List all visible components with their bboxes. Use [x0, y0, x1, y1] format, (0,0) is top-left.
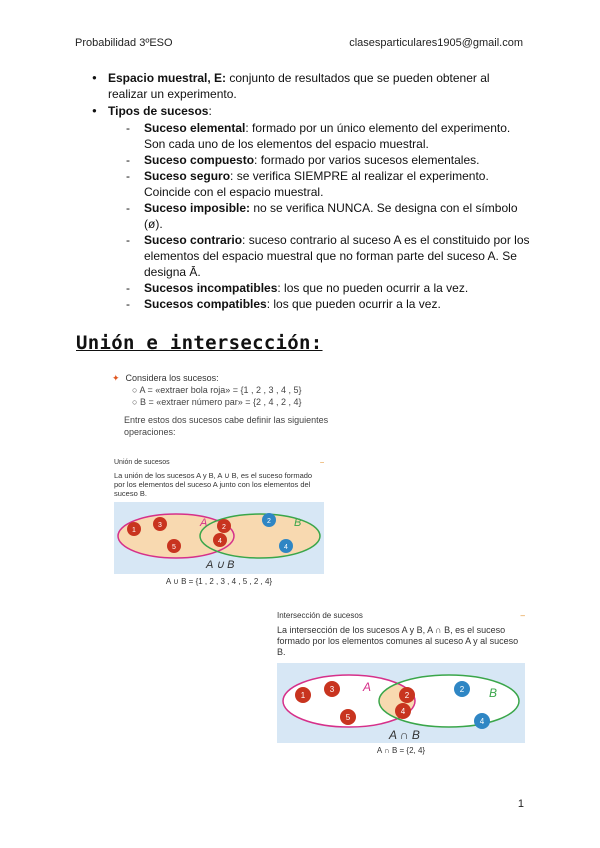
header-title: Probabilidad 3ºESO	[75, 37, 173, 49]
subitem-contrario: - Suceso contrario: suceso contrario al suceso A es el constituido por los elementos del espacio muestral que no forman parte del suceso A. Se designa Ā.	[126, 233, 530, 279]
ball-red-3	[153, 517, 167, 531]
ball-red-5	[340, 709, 356, 725]
definition: no se verifica NUNCA. Se designa con el símbolo (ø).	[144, 201, 518, 231]
bullet-espacio-muestral	[92, 70, 532, 102]
intersection-title: Intersección de sucesos	[277, 611, 363, 620]
ball-red-2	[399, 687, 415, 703]
collapse-icon: –	[320, 459, 324, 466]
definition: : formado por varios sucesos elementales.	[254, 153, 480, 167]
ball-red-4	[213, 533, 227, 547]
ball-blue-2	[454, 681, 470, 697]
intro-event-b: ○ B = «extraer número par» = {2 , 4 , 2 , 4}	[132, 397, 302, 407]
definition: : los que no pueden ocurrir a la vez.	[277, 281, 469, 295]
subitem-elemental: - Suceso elemental: formado por un único elemento del experimento. Son cada uno de los elementos del espacio muestral.	[126, 121, 511, 151]
intersection-panel	[277, 611, 525, 763]
term: Suceso elemental	[144, 121, 246, 135]
svg-text:5: 5	[345, 713, 351, 722]
ball-red-1	[127, 522, 141, 536]
subitem-seguro: - Suceso seguro: se verifica SIEMPRE al realizar el experimento. Coincide con el espacio muestral.	[126, 169, 489, 199]
svg-text:4: 4	[400, 707, 406, 716]
section-title: Unión e intersección:	[76, 332, 323, 354]
definition: :	[208, 104, 212, 118]
term: Espacio muestral, E:	[108, 71, 227, 85]
intersection-formula: A ∩ B = {2, 4}	[376, 746, 426, 755]
ball-red-3	[324, 681, 340, 697]
subitem-compuesto: - Suceso compuesto: formado por varios sucesos elementales.	[126, 153, 480, 167]
set-a-label: A	[363, 680, 372, 694]
intersection-venn-diagram	[277, 663, 525, 743]
intro-lead: Considera los sucesos:	[125, 373, 219, 383]
svg-text:3: 3	[158, 522, 162, 529]
svg-text:2: 2	[222, 524, 226, 531]
ball-red-1	[295, 687, 311, 703]
svg-text:2: 2	[267, 518, 271, 525]
page-number: 1	[517, 798, 524, 810]
ball-red-5	[167, 539, 181, 553]
subitem-compatibles: - Sucesos compatibles: los que pueden ocurrir a la vez.	[126, 297, 441, 311]
intro-block	[112, 372, 372, 438]
intersection-title-row	[277, 611, 525, 620]
union-panel	[114, 459, 324, 599]
set-b-label: B	[294, 517, 302, 529]
union-formula: A ∪ B = {1 , 2 , 3 , 4 , 5 , 2 , 4}	[165, 577, 273, 586]
intersection-text: La intersección de los sucesos A y B, A ∩ B, es el suceso formado por los elementos comunes al suceso A y al suceso B.	[277, 625, 519, 657]
union-title-row	[114, 459, 324, 466]
bullet-star-icon: ✦	[112, 373, 120, 383]
definitions-list	[92, 70, 532, 312]
union-text: La unión de los sucesos A y B, A ∪ B, es el suceso formado por los elementos del suceso A junto con los elementos del suceso B.	[114, 471, 313, 498]
svg-text:1: 1	[132, 527, 136, 534]
definition: conjunto de resultados que se pueden obtener al realizar un experimento.	[108, 71, 490, 101]
ball-blue-4	[474, 713, 490, 729]
svg-text:1: 1	[300, 691, 306, 700]
svg-text:5: 5	[172, 544, 176, 551]
term: Tipos de sucesos	[108, 104, 209, 118]
ball-blue-2	[262, 513, 276, 527]
set-b-label: B	[489, 686, 498, 700]
event-b-text: B = «extraer número par» = {2 , 4 , 2 , 4}	[139, 397, 302, 407]
term: Suceso compuesto	[144, 153, 255, 167]
term: Suceso contrario	[144, 233, 243, 247]
term: Suceso imposible:	[144, 201, 251, 215]
svg-text:4: 4	[218, 538, 222, 545]
set-a-label: A	[200, 517, 208, 529]
bullet-tipos-sucesos	[92, 103, 532, 119]
union-op-label: A ∪ B	[206, 559, 235, 571]
svg-text:4: 4	[479, 717, 485, 726]
intro-text: Entre estos dos sucesos cabe definir las siguientes operaciones:	[124, 415, 329, 437]
svg-text:2: 2	[404, 691, 410, 700]
definition: : se verifica SIEMPRE al realizar el experimento. Coincide con el espacio muestral.	[144, 169, 489, 199]
ball-red-4	[395, 703, 411, 719]
union-venn-diagram	[114, 502, 324, 574]
intro-event-a: ○ A = «extraer bola roja» = {1 , 2 , 3 , 4 , 5}	[132, 385, 302, 395]
definition: : formado por un único elemento del experimento. Son cada uno de los elementos del espacio muestral.	[144, 121, 511, 151]
term: Sucesos incompatibles	[144, 281, 278, 295]
definition: : suceso contrario al suceso A es el constituido por los elementos del espacio muestral que no forman parte del suceso A. Se designa Ā.	[144, 233, 530, 279]
intersection-op-label: A ∩ B	[389, 728, 420, 742]
ball-blue-4	[279, 539, 293, 553]
ball-red-2	[217, 519, 231, 533]
header-email: clasesparticulares1905@gmail.com	[349, 37, 523, 49]
definition: : los que pueden ocurrir a la vez.	[266, 297, 441, 311]
event-a-text: A = «extraer bola roja» = {1 , 2 , 3 , 4 , 5}	[139, 385, 302, 395]
svg-text:2: 2	[459, 685, 465, 694]
term: Sucesos compatibles	[144, 297, 267, 311]
term: Suceso seguro	[144, 169, 231, 183]
union-title: Unión de sucesos	[114, 459, 170, 466]
collapse-icon: –	[520, 611, 525, 620]
subitem-incompatibles: - Sucesos incompatibles: los que no pueden ocurrir a la vez.	[126, 281, 469, 295]
svg-text:4: 4	[284, 544, 288, 551]
svg-text:3: 3	[329, 685, 335, 694]
subitem-imposible: - Suceso imposible: no se verifica NUNCA. Se designa con el símbolo (ø).	[126, 201, 518, 231]
